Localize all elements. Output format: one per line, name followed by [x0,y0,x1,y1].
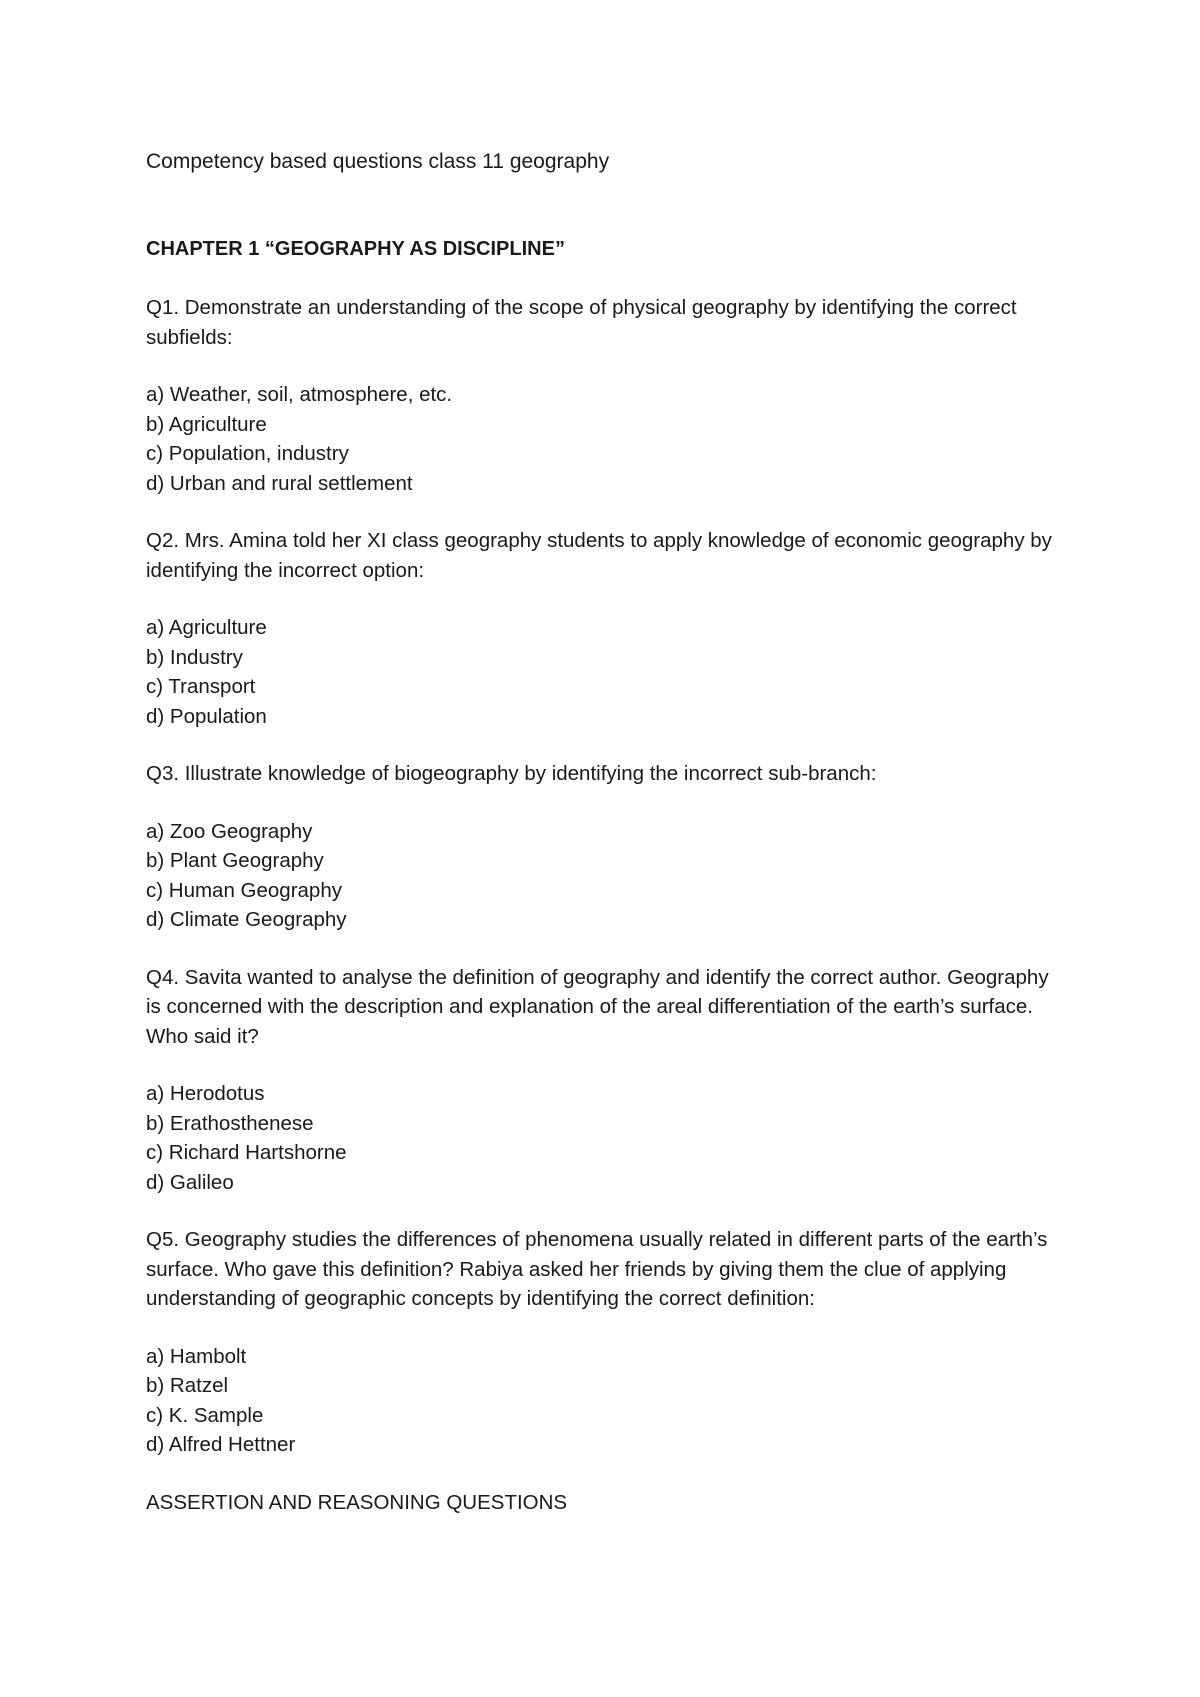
option-b: b) Agriculture [146,412,267,436]
option-c: c) Human Geography [146,878,342,902]
option-list [146,817,1066,935]
option-b: b) Erathosthenese [146,1111,314,1135]
document-page [146,0,1066,1697]
option-d: d) Urban and rural settlement [146,471,413,495]
question-text: Q2. Mrs. Amina told her XI class geography students to apply knowledge of economic geography by identifying the incorrect option: [146,529,1052,582]
question-3 [146,759,1066,935]
option-d: d) Galileo [146,1170,234,1194]
option-c: c) K. Sample [146,1403,264,1427]
question-text: Q1. Demonstrate an understanding of the scope of physical geography by identifying the correct subfields: [146,296,1017,349]
document-title: Competency based questions class 11 geography [146,150,610,173]
option-list [146,380,1066,498]
option-a: a) Agriculture [146,616,267,639]
option-a: a) Herodotus [146,1082,265,1105]
option-b: b) Industry [146,645,243,669]
option-a: a) Hambolt [146,1344,247,1368]
option-c: c) Richard Hartshorne [146,1141,347,1164]
option-list [146,1342,1066,1460]
section-heading: ASSERTION AND REASONING QUESTIONS [146,1490,568,1514]
option-list [146,1079,1066,1197]
question-text: Q3. Illustrate knowledge of biogeography by identifying the incorrect sub-branch: [146,762,877,785]
option-a: a) Weather, soil, atmosphere, etc. [146,383,453,406]
option-a: a) Zoo Geography [146,819,313,843]
option-d: d) Alfred Hettner [146,1433,296,1456]
question-1 [146,293,1066,498]
question-list [146,293,1066,1517]
chapter-heading: CHAPTER 1 “GEOGRAPHY AS DISCIPLINE” [146,238,565,260]
option-d: d) Climate Geography [146,908,347,931]
option-b: b) Ratzel [146,1374,229,1397]
question-2 [146,526,1066,731]
option-c: c) Transport [146,675,256,698]
question-text: Q4. Savita wanted to analyse the definition of geography and identify the correct author. Geography is concerned with the description and explanation of the areal differentiation of the earth’s surface. Who said it? [146,965,1049,1048]
option-list [146,613,1066,731]
question-text: Q5. Geography studies the differences of phenomena usually related in different parts of the earth’s surface. Who gave this definition? Rabiya asked her friends by giving them the clue of applying understanding of geographic concepts by identifying the correct definition: [146,1228,1048,1310]
option-b: b) Plant Geography [146,849,324,872]
question-5 [146,1225,1066,1460]
option-c: c) Population, industry [146,442,349,465]
option-d: d) Population [146,704,267,728]
question-4 [146,963,1066,1198]
